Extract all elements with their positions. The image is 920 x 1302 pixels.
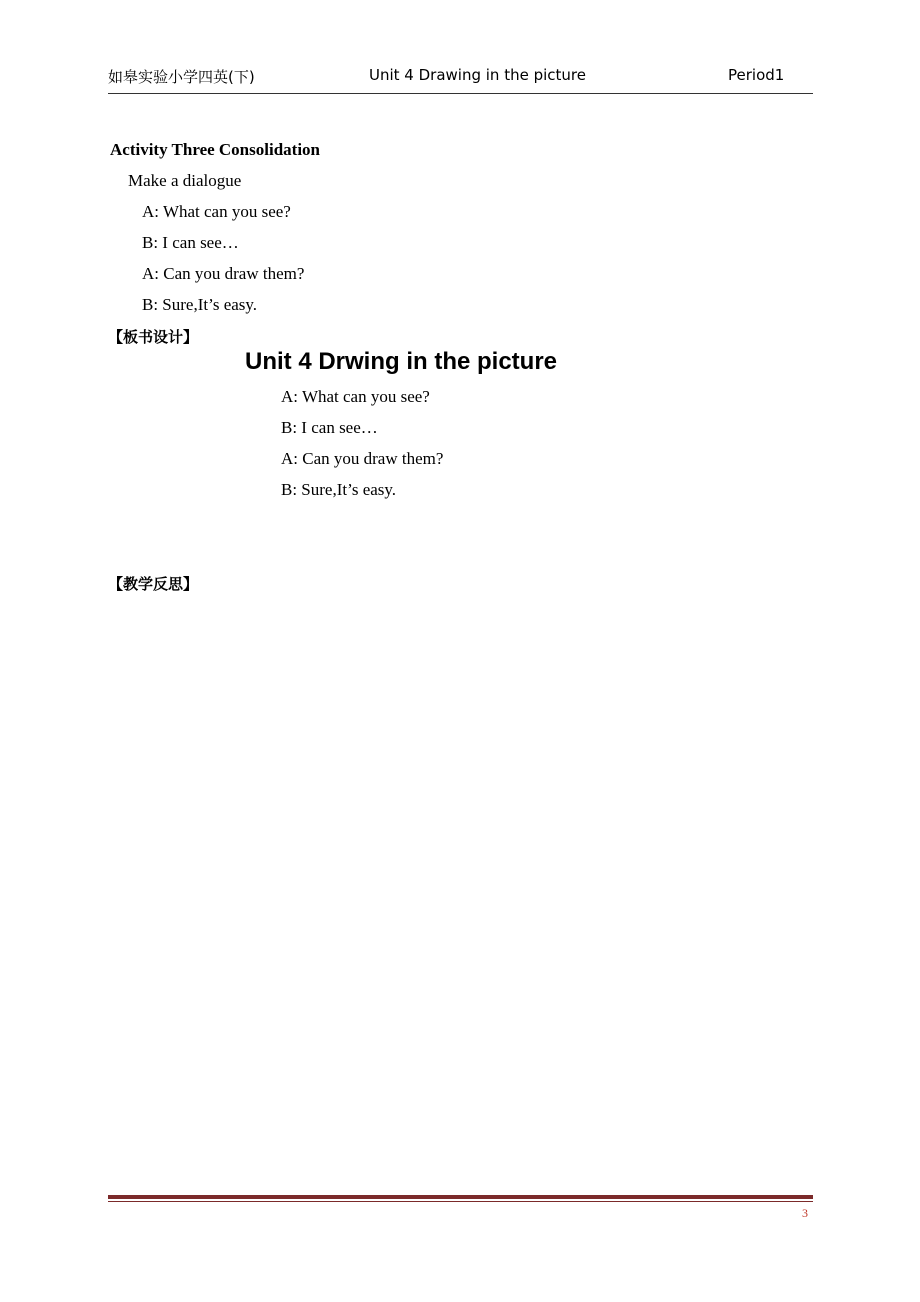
header-divider (108, 93, 813, 94)
dialogue-line: B: Sure,It’s easy. (142, 295, 258, 314)
header-unit-title: Unit 4 Drawing in the picture (369, 66, 586, 84)
footer-divider (108, 1195, 813, 1199)
header-school: 如皋实验小学四英(下) (108, 68, 255, 86)
page-number: 3 (802, 1206, 808, 1220)
board-title: Unit 4 Drwing in the picture (245, 348, 558, 375)
board-line: B: I can see… (281, 418, 378, 437)
board-design-heading: 【板书设计】 (108, 328, 199, 346)
board-line: A: What can you see? (281, 387, 430, 406)
board-line: A: Can you draw them? (281, 449, 444, 468)
board-line: B: Sure,It’s easy. (281, 480, 397, 499)
header-period: Period1 (728, 66, 785, 84)
page-header (108, 66, 813, 88)
teaching-reflection-heading: 【教学反思】 (108, 575, 199, 593)
footer-divider-thin (108, 1201, 813, 1202)
dialogue-line: A: Can you draw them? (142, 264, 305, 283)
activity-title: Activity Three Consolidation (110, 140, 320, 159)
activity-intro: Make a dialogue (128, 171, 242, 190)
dialogue-line: A: What can you see? (142, 202, 291, 221)
dialogue-line: B: I can see… (142, 233, 239, 252)
